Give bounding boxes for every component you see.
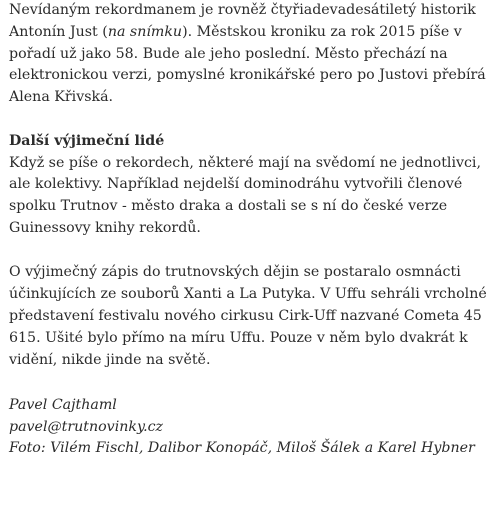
paragraph-spacer <box>9 371 497 395</box>
paragraph-just-text-a: Nevídaným rekordmanem je rovněž čtyřiadevadesátiletý historik Antonín Just ( <box>9 2 476 40</box>
paragraph-spacer <box>9 240 497 263</box>
paragraph-collectives: Když se píše o rekordech, některé mají na svědomí ne jednotlivci, ale kolektivy. Například nejdelší dominodráhu vytvořili členové spolku Trutnov - město draka a dostali se s ní do české verze Guinessovy knihy rekordů. <box>9 154 481 236</box>
paragraph-just <box>9 0 497 109</box>
section-heading: Další výjimeční lidé <box>9 132 165 149</box>
author-name: Pavel Cajthaml <box>9 396 117 413</box>
photo-credit: Foto: Vilém Fischl, Dalibor Konopáč, Miloš Šálek a Karel Hybner <box>9 440 475 457</box>
paragraph-just-text-b: ). Městskou kroniku za rok 2015 píše v pořadí už jako 58. Bude ale jeho poslední. Město přechází na elektronickou verzi, pomyslné kronikářské pero po Justovi přebírá Alena Křivská. <box>9 23 486 106</box>
article-body <box>9 0 497 460</box>
photo-caption-reference: na snímku <box>107 23 183 40</box>
paragraph-cirk-uff: O výjimečný zápis do trutnovských dějin se postaralo osmnácti účinkujících ze souborů Xanti a La Putyka. V Uffu sehráli vrcholné představení festivalu nového cirkusu Cirk-Uff nazvané Cometa 45 615. Ušité bylo přímo na míru Uffu. Pouze v něm bylo dvakrát k vidění, nikde jinde na světě. <box>9 264 487 368</box>
paragraph-spacer <box>9 109 497 131</box>
author-email: pavel@trutnovinky.cz <box>9 418 164 435</box>
